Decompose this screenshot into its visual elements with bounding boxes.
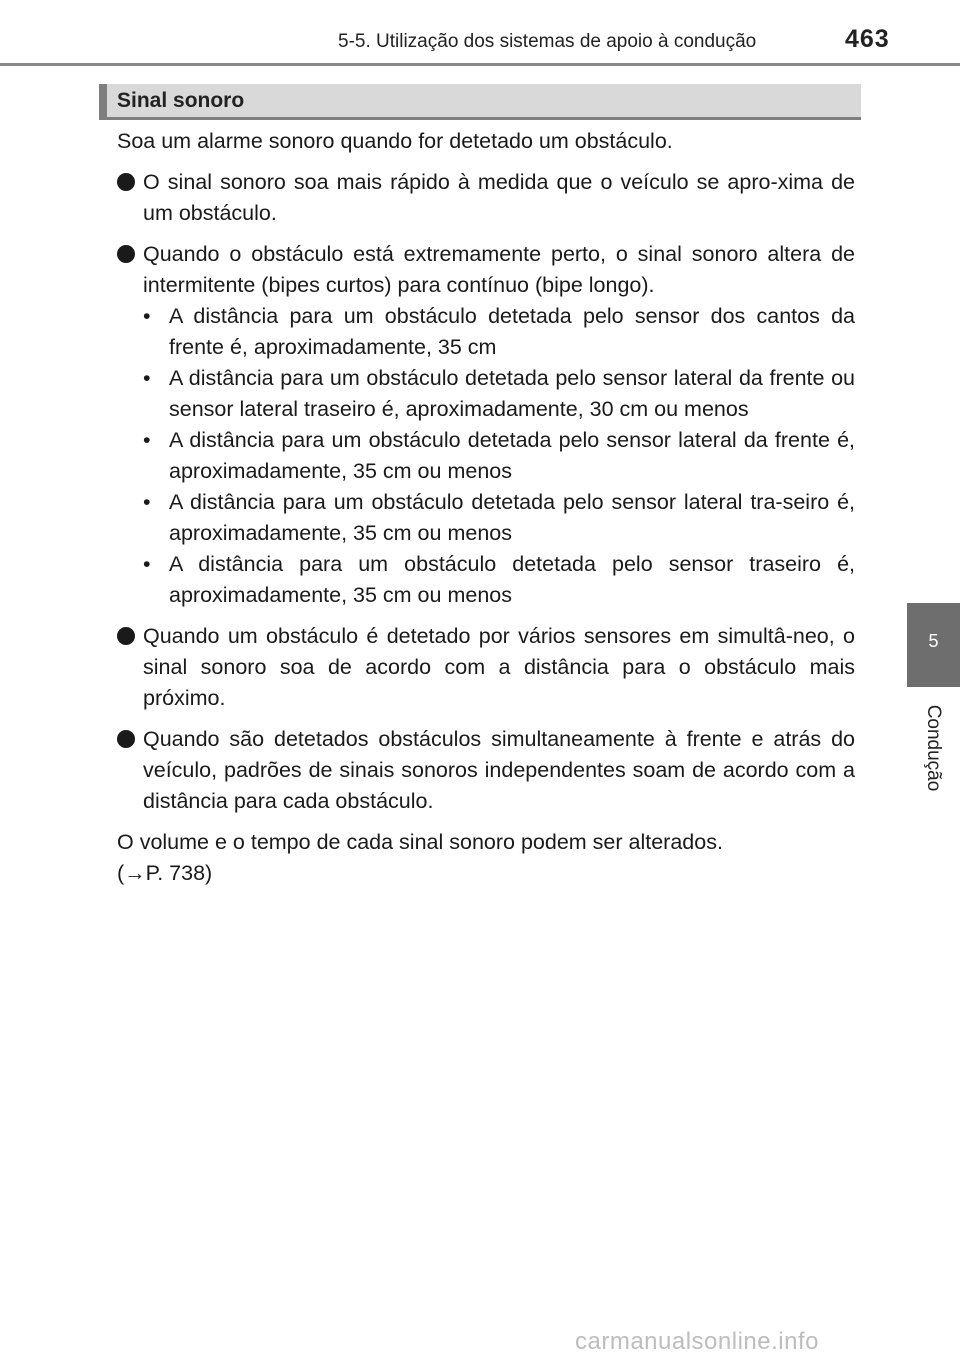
bullet-item: [117, 621, 855, 714]
closing-paragraph: O volume e o tempo de cada sinal sonoro podem ser alterados.: [117, 830, 723, 854]
sub-bullet-marker: •: [143, 428, 151, 452]
sub-bullet-marker: •: [143, 304, 151, 328]
sub-bullet-item: [117, 363, 855, 425]
sub-bullet-item: [117, 301, 855, 363]
chapter-tab: [907, 603, 960, 687]
bullet-dot-icon: [117, 730, 135, 748]
sub-bullet-text: A distância para um obstáculo detetada pelo sensor lateral tra-seiro é, aproximadamente, 35 cm ou menos: [169, 490, 855, 545]
bullet-item: [117, 167, 855, 229]
section-heading-title: Sinal sonoro: [117, 89, 245, 112]
bullet-item: [117, 724, 855, 817]
sub-bullet-item: [117, 425, 855, 487]
bullet-dot-icon: [117, 627, 135, 645]
bullet-dot-icon: [117, 173, 135, 191]
sub-bullet-text: A distância para um obstáculo detetada pelo sensor dos cantos da frente é, aproximadamente, 35 cm: [169, 304, 855, 359]
sub-bullet-marker: •: [143, 490, 151, 514]
bullet-text: Quando um obstáculo é detetado por vários sensores em simultâ-neo, o sinal sonoro soa de acordo com a distância para o obstáculo mais próximo.: [143, 624, 855, 710]
sub-bullet-marker: •: [143, 552, 151, 576]
page-reference-link[interactable]: (→P. 738): [117, 861, 213, 885]
bullet-text: Quando são detetados obstáculos simultaneamente à frente e atrás do veículo, padrões de sinais sonoros independentes soam de acordo com a distância para cada obstáculo.: [143, 727, 855, 813]
page-number: 463: [845, 25, 890, 53]
bullet-text: O sinal sonoro soa mais rápido à medida que o veículo se apro-xima de um obstáculo.: [143, 170, 855, 225]
bullet-text: Quando o obstáculo está extremamente perto, o sinal sonoro altera de intermitente (bipes curtos) para contínuo (bipe longo).: [143, 242, 855, 297]
header-section-title: 5-5. Utilização dos sistemas de apoio à condução: [338, 31, 757, 52]
sub-bullet-marker: •: [143, 366, 151, 390]
section-heading-accent: [99, 84, 107, 117]
section-heading-bar: [99, 84, 861, 120]
intro-paragraph: Soa um alarme sonoro quando for detetado um obstáculo.: [117, 129, 673, 153]
bullet-item: [117, 239, 855, 301]
chapter-number: 5: [928, 631, 939, 651]
content-body: [117, 126, 855, 889]
sub-bullet-item: [117, 487, 855, 549]
bullet-dot-icon: [117, 245, 135, 263]
sub-bullet-text: A distância para um obstáculo detetada pelo sensor traseiro é, aproximadamente, 35 cm ou menos: [169, 552, 855, 607]
header-divider: [0, 63, 960, 66]
sub-bullet-text: A distância para um obstáculo detetada pelo sensor lateral da frente ou sensor lateral traseiro é, aproximadamente, 30 cm ou menos: [169, 366, 855, 421]
watermark: carmanualsonline.info: [575, 1328, 819, 1355]
chapter-label: Condução: [923, 704, 944, 792]
sub-bullet-item: [117, 549, 855, 611]
sub-bullet-text: A distância para um obstáculo detetada pelo sensor lateral da frente é, aproximadamente, 35 cm ou menos: [169, 428, 855, 483]
